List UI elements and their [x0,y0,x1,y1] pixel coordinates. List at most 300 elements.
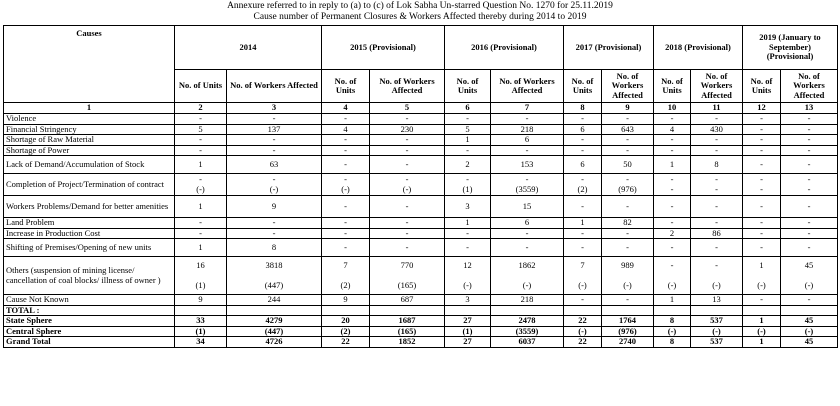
workers-col-header: No. of Workers Affected [691,70,743,103]
table-row [4,218,838,229]
value-cell [743,257,781,295]
value-cell: 2 [445,156,491,174]
value-line: - [760,174,763,184]
value-line: (1) [195,279,206,290]
value-cell: - [602,196,654,218]
empty-cell [445,305,491,316]
value-cell: - [781,114,838,125]
value-cell: - [491,145,564,156]
value-line: - [405,174,409,184]
value-cell: - [602,145,654,156]
total-value-cell: (976) [602,326,654,337]
workers-col-header: No. of Workers Affected [602,70,654,103]
workers-col-header: No. of Workers Affected [491,70,564,103]
value-line: (-) [757,279,766,290]
value-line: 989 [621,260,634,270]
value-line: (-) [522,279,532,290]
value-cell: - [445,145,491,156]
value-cell: - [743,295,781,306]
value-cell [564,257,602,295]
value-cell: - [564,239,602,257]
cause-cell: Land Problem [4,218,175,229]
value-cell: - [175,135,227,146]
value-cell: - [227,218,322,229]
value-cell: - [322,114,370,125]
value-line: - [525,174,529,184]
value-cell: - [491,239,564,257]
units-col-header: No. of Units [175,70,227,103]
value-cell: 9 [227,196,322,218]
value-line: 770 [400,260,414,270]
value-cell: - [781,218,838,229]
total-value-cell: (2) [322,326,370,337]
value-cell: - [370,145,445,156]
value-cell: 218 [491,295,564,306]
year-header: 2017 (Provisional) [564,26,654,70]
total-value-cell: 2478 [491,316,564,327]
total-label-cell: Central Sphere [4,326,175,337]
value-cell: - [175,145,227,156]
total-value-cell: 33 [175,316,227,327]
units-col-header: No. of Units [564,70,602,103]
value-cell: 1 [175,239,227,257]
total-value-cell: 8 [654,316,691,327]
total-value-cell: 27 [445,337,491,348]
value-cell: - [691,114,743,125]
value-cell: - [743,228,781,239]
value-cell: - [654,114,691,125]
cause-cell: Shortage of Power [4,145,175,156]
value-line: (-) [269,183,279,194]
column-number: 7 [491,103,564,114]
total-value-cell: 45 [781,337,838,348]
value-line: - [670,260,674,270]
empty-cell [602,305,654,316]
value-line: 12 [463,260,472,270]
value-cell: 8 [691,156,743,174]
empty-cell [227,305,322,316]
value-line: - [807,183,811,194]
value-line: (-) [402,183,412,194]
column-number: 4 [322,103,370,114]
total-value-cell: 22 [564,337,602,348]
table-row [4,145,838,156]
table-row [4,257,838,295]
empty-cell [564,305,602,316]
total-value-cell: 537 [691,316,743,327]
value-cell: 9 [175,295,227,306]
value-cell: - [322,228,370,239]
value-line: (1) [462,183,473,194]
empty-cell [691,305,743,316]
total-value-cell: 1852 [370,337,445,348]
value-cell: - [691,239,743,257]
total-row [4,326,838,337]
value-cell: - [602,239,654,257]
value-line: (3559) [515,183,539,194]
value-cell: - [743,218,781,229]
value-line: 7 [580,260,585,270]
table-row [4,196,838,218]
value-line: 3818 [265,260,283,270]
value-cell: 1 [175,156,227,174]
value-line: (165) [397,279,417,290]
value-cell: - [227,145,322,156]
total-label-cell: Grand Total [4,337,175,348]
value-line: (-) [341,183,350,194]
value-cell: 5 [445,124,491,135]
cause-cell: Others (suspension of mining license/ cancellation of coal blocks/ illness of owner ) [4,257,175,295]
value-cell: - [743,145,781,156]
value-cell: 1 [175,196,227,218]
value-line: 16 [196,260,205,270]
value-line: - [807,174,811,184]
year-header: 2019 (January to September) (Provisional) [743,26,838,70]
cause-cell: Violence [4,114,175,125]
column-number: 8 [564,103,602,114]
value-cell: - [602,295,654,306]
table-row [4,174,838,196]
value-cell: 3 [445,295,491,306]
value-cell: - [322,239,370,257]
value-cell: - [227,114,322,125]
value-line: (976) [618,183,637,194]
document-header [0,0,840,25]
total-value-cell: 34 [175,337,227,348]
column-number: 9 [602,103,654,114]
value-line: (-) [712,279,721,290]
value-cell: - [445,239,491,257]
value-line: (2) [577,183,588,194]
value-cell: 1 [654,295,691,306]
value-cell: - [654,135,691,146]
value-cell: - [781,239,838,257]
value-cell [654,174,691,196]
value-cell: - [370,228,445,239]
value-cell: 6 [564,124,602,135]
empty-cell [491,305,564,316]
total-value-cell: 4279 [227,316,322,327]
units-col-header: No. of Units [654,70,691,103]
value-cell: - [445,228,491,239]
value-cell: - [370,114,445,125]
value-cell [322,174,370,196]
value-cell: - [654,239,691,257]
table-row [4,228,838,239]
value-cell [602,174,654,196]
value-cell: 153 [491,156,564,174]
value-cell: - [743,196,781,218]
total-value-cell: 4726 [227,337,322,348]
units-col-header: No. of Units [743,70,781,103]
cause-cell: Increase in Production Cost [4,228,175,239]
empty-cell [781,305,838,316]
value-cell: - [781,156,838,174]
total-value-cell: (-) [781,326,838,337]
year-header: 2018 (Provisional) [654,26,743,70]
value-cell: - [564,228,602,239]
value-line: - [466,174,469,184]
empty-cell [654,305,691,316]
value-cell [322,257,370,295]
value-line: 7 [343,260,348,270]
value-cell: 1 [564,218,602,229]
value-cell: 687 [370,295,445,306]
value-cell: 50 [602,156,654,174]
causes-header: Causes [4,26,175,103]
column-number: 1 [4,103,175,114]
value-cell: - [743,156,781,174]
value-cell: - [370,196,445,218]
value-cell: - [743,135,781,146]
value-line: (-) [196,183,205,194]
value-cell [175,174,227,196]
cause-cell: Lack of Demand/Accumulation of Stock [4,156,175,174]
value-cell [227,257,322,295]
column-number: 12 [743,103,781,114]
value-cell: - [175,218,227,229]
table-row [4,156,838,174]
value-cell: - [781,145,838,156]
total-value-cell: 6037 [491,337,564,348]
value-cell [370,174,445,196]
total-value-cell: 8 [654,337,691,348]
value-cell: 218 [491,124,564,135]
value-line: - [670,174,674,184]
value-cell: 5 [175,124,227,135]
value-cell: - [175,228,227,239]
value-cell: - [743,124,781,135]
value-cell: - [602,114,654,125]
total-label-cell: State Sphere [4,316,175,327]
value-cell: - [743,114,781,125]
value-cell: - [322,196,370,218]
closures-table [3,25,838,348]
value-cell: 6 [564,156,602,174]
value-line: - [199,174,202,184]
year-header: 2016 (Provisional) [445,26,564,70]
workers-col-header: No. of Workers Affected [781,70,838,103]
total-value-cell: 45 [781,316,838,327]
workers-col-header: No. of Workers Affected [370,70,445,103]
total-value-cell: 1 [743,337,781,348]
total-value-cell: 2740 [602,337,654,348]
column-number: 6 [445,103,491,114]
cause-cell: Shifting of Premises/Opening of new units [4,239,175,257]
column-number: 11 [691,103,743,114]
value-cell: - [654,196,691,218]
cause-cell: Completion of Project/Termination of contract [4,174,175,196]
value-cell: 9 [322,295,370,306]
table-row [4,239,838,257]
value-cell: 4 [322,124,370,135]
total-value-cell: 22 [322,337,370,348]
column-number: 10 [654,103,691,114]
value-cell: - [781,295,838,306]
value-cell: 137 [227,124,322,135]
value-cell: - [227,135,322,146]
value-cell: 63 [227,156,322,174]
value-cell: - [564,295,602,306]
total-value-cell: 22 [564,316,602,327]
value-cell [654,257,691,295]
value-cell: - [370,156,445,174]
units-col-header: No. of Units [445,70,491,103]
value-line: - [344,174,347,184]
value-cell [491,174,564,196]
value-line: 1862 [518,260,536,270]
total-value-cell: (3559) [491,326,564,337]
value-cell: 86 [691,228,743,239]
total-value-cell: (-) [654,326,691,337]
empty-cell [743,305,781,316]
value-cell: - [491,228,564,239]
value-cell [227,174,322,196]
value-cell: 430 [691,124,743,135]
total-value-cell: (447) [227,326,322,337]
value-cell: - [322,145,370,156]
value-cell: - [602,135,654,146]
value-line: - [715,183,718,194]
value-line: (2) [340,279,351,290]
value-cell [602,257,654,295]
value-line: (-) [623,279,632,290]
value-line: - [626,174,629,184]
value-cell [564,174,602,196]
value-cell: 4 [654,124,691,135]
value-cell: - [370,218,445,229]
value-line: - [715,174,718,184]
value-cell: - [743,239,781,257]
table-row [4,114,838,125]
value-cell: - [691,145,743,156]
value-cell: - [781,196,838,218]
value-line: (-) [578,279,587,290]
value-cell [781,174,838,196]
total-value-cell: (-) [564,326,602,337]
value-cell: - [654,218,691,229]
value-line: - [581,174,584,184]
value-cell: 15 [491,196,564,218]
year-header: 2015 (Provisional) [322,26,445,70]
value-cell: - [564,114,602,125]
total-row [4,337,838,348]
value-cell [691,174,743,196]
value-cell: - [781,124,838,135]
value-line: 45 [804,260,814,270]
total-value-cell: (165) [370,326,445,337]
cause-cell: Shortage of Raw Material [4,135,175,146]
value-cell: 1 [654,156,691,174]
header-line-1: Annexure referred to in reply to (a) to (c) of Lok Sabha Un-starred Question No. 1270 for 25.11.2019 [227,1,613,11]
value-cell: - [370,239,445,257]
value-cell [370,257,445,295]
total-value-cell: (-) [691,326,743,337]
column-number: 3 [227,103,322,114]
total-row [4,316,838,327]
empty-cell [370,305,445,316]
value-cell: - [564,145,602,156]
value-cell: 1 [445,218,491,229]
column-number: 13 [781,103,838,114]
value-cell: 6 [491,135,564,146]
value-cell: 230 [370,124,445,135]
value-cell [175,257,227,295]
value-cell [445,257,491,295]
value-cell: - [175,114,227,125]
value-cell: - [370,135,445,146]
value-line: (-) [463,279,472,290]
year-header: 2014 [175,26,322,70]
value-cell: - [322,218,370,229]
total-value-cell: (-) [743,326,781,337]
value-cell: 13 [691,295,743,306]
table-row [4,135,838,146]
value-line: (-) [667,279,677,290]
cause-cell: Financial Stringency [4,124,175,135]
value-line: - [670,183,674,194]
units-col-header: No. of Units [322,70,370,103]
total-value-cell: 27 [445,316,491,327]
value-cell: 2 [654,228,691,239]
value-cell: 6 [491,218,564,229]
total-value-cell: (1) [175,326,227,337]
table-row [4,124,838,135]
total-value-cell: (1) [445,326,491,337]
header-line-2: Cause number of Permanent Closures & Workers Affected thereby during 2014 to 2019 [253,12,587,22]
value-cell: - [781,228,838,239]
total-label: TOTAL : [4,305,175,316]
value-line: 1 [759,260,764,270]
empty-cell [322,305,370,316]
value-cell: - [564,135,602,146]
workers-col-header: No. of Workers Affected [227,70,322,103]
value-cell: 82 [602,218,654,229]
empty-cell [175,305,227,316]
total-value-cell: 1 [743,316,781,327]
value-cell: - [491,114,564,125]
value-line: - [272,174,276,184]
total-value-cell: 20 [322,316,370,327]
value-line: (447) [264,279,284,290]
value-cell: - [691,196,743,218]
value-cell: 8 [227,239,322,257]
column-number: 2 [175,103,227,114]
column-number: 5 [370,103,445,114]
cause-cell: Cause Not Known [4,295,175,306]
value-cell: - [322,135,370,146]
value-cell: - [564,196,602,218]
total-value-cell: 1764 [602,316,654,327]
value-cell: - [602,228,654,239]
value-cell: - [654,145,691,156]
value-cell [781,257,838,295]
value-cell [491,257,564,295]
total-label-row [4,305,838,316]
value-cell: 643 [602,124,654,135]
total-value-cell: 537 [691,337,743,348]
value-cell: - [691,135,743,146]
value-line: - [715,260,718,270]
total-value-cell: 1687 [370,316,445,327]
value-cell: - [691,218,743,229]
value-cell: 244 [227,295,322,306]
value-line: - [760,183,763,194]
value-cell [691,257,743,295]
value-line: (-) [804,279,814,290]
value-cell [445,174,491,196]
value-cell: - [781,135,838,146]
